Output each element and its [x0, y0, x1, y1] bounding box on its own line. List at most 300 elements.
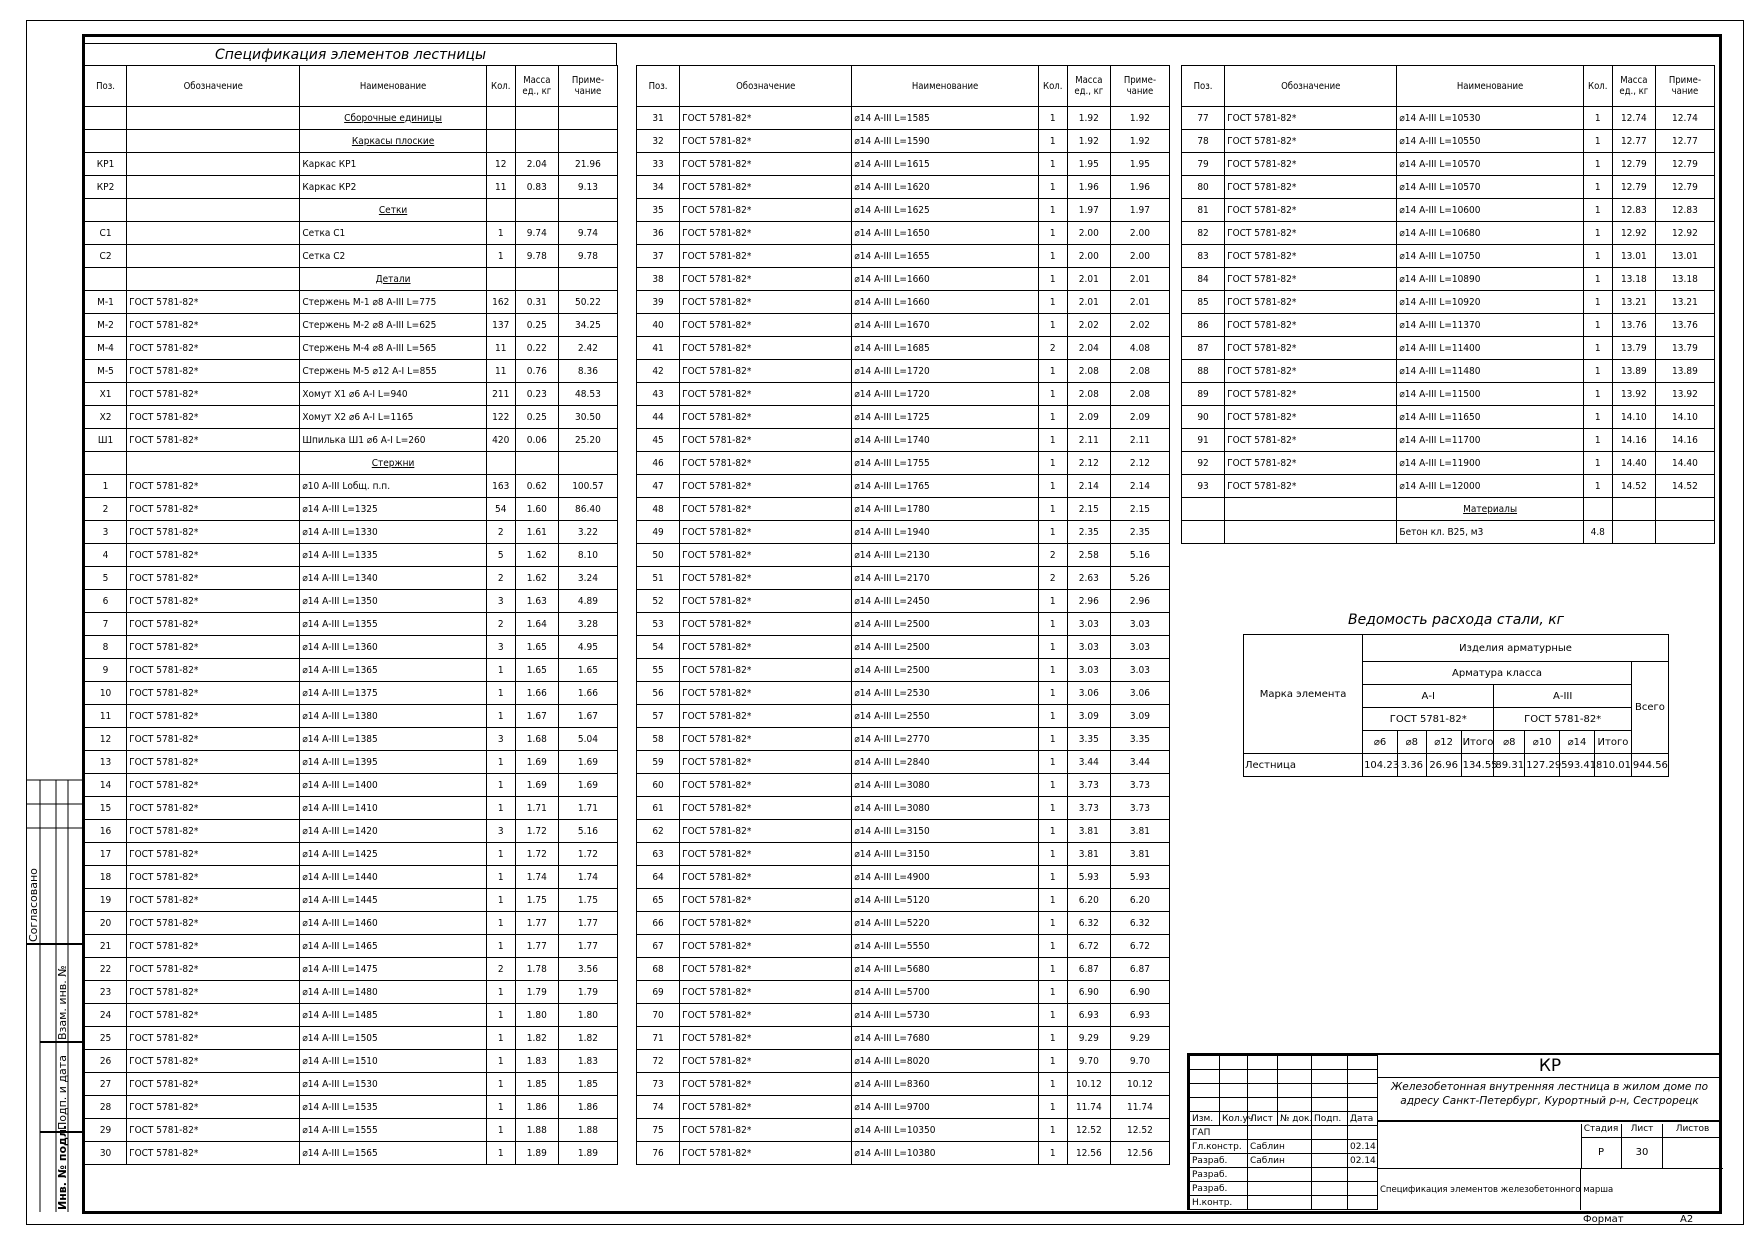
cell-designation: ГОСТ 5781-82* [1225, 268, 1397, 291]
cell-mass: 12.92 [1612, 222, 1655, 245]
cell-qty: 1 [1583, 337, 1612, 360]
spec-table-2 [636, 65, 1170, 1165]
cell-note: 2.00 [1110, 222, 1169, 245]
cell-qty: 1 [1038, 1004, 1067, 1027]
cell-pos: 15 [85, 797, 127, 820]
cell-pos: 68 [637, 958, 680, 981]
cell-pos: 90 [1182, 406, 1225, 429]
cell-pos: 73 [637, 1073, 680, 1096]
cell-mass: 3.06 [1067, 682, 1110, 705]
cell-name: ⌀14 А-III L=1380 [300, 705, 486, 728]
cell-note: 4.08 [1110, 337, 1169, 360]
cell-mass: 3.44 [1067, 751, 1110, 774]
cell-name: ⌀14 А-III L=11400 [1397, 337, 1583, 360]
steel-gost-a3: ГОСТ 5781-82* [1494, 708, 1632, 731]
cell-mass: 12.83 [1612, 199, 1655, 222]
cell-name: ⌀14 А-III L=11480 [1397, 360, 1583, 383]
table-row [85, 682, 618, 705]
cell-qty: 1 [1038, 981, 1067, 1004]
cell-note: 4.89 [558, 590, 617, 613]
cell-designation: ГОСТ 5781-82* [1225, 337, 1397, 360]
cell-mass: 3.09 [1067, 705, 1110, 728]
cell-mass: 2.14 [1067, 475, 1110, 498]
cell-mass: 3.03 [1067, 659, 1110, 682]
cell-designation: ГОСТ 5781-82* [127, 682, 300, 705]
cell-note: 6.72 [1110, 935, 1169, 958]
cell-mass: 9.29 [1067, 1027, 1110, 1050]
cell-pos: 37 [637, 245, 680, 268]
cell-note: 3.09 [1110, 705, 1169, 728]
cell-designation: ГОСТ 5781-82* [680, 337, 852, 360]
cell-note: 1.79 [558, 981, 617, 1004]
sign-date-label: Подп. и дата [56, 1055, 69, 1130]
person-name: Саблин [1248, 1154, 1312, 1168]
cell-name: ⌀14 А-III L=1940 [852, 521, 1038, 544]
cell-name: ⌀14 А-III L=2170 [852, 567, 1038, 590]
cell-mass: 1.88 [515, 1119, 558, 1142]
cell-designation: ГОСТ 5781-82* [127, 1096, 300, 1119]
cell-qty [486, 107, 515, 130]
section-row [85, 107, 618, 130]
table-row [637, 383, 1170, 406]
cell-designation: ГОСТ 5781-82* [680, 613, 852, 636]
table-row [637, 774, 1170, 797]
cell-designation: ГОСТ 5781-82* [680, 889, 852, 912]
cell-qty: 1 [1038, 613, 1067, 636]
steel-mark-header: Марка элемента [1244, 635, 1363, 754]
person-name [1248, 1196, 1312, 1210]
cell-qty: 1 [486, 843, 515, 866]
cell-qty: 1 [1038, 636, 1067, 659]
cell-name: ⌀14 А-III L=11700 [1397, 429, 1583, 452]
cell-mass: 1.63 [515, 590, 558, 613]
cell-note: 2.14 [1110, 475, 1169, 498]
cell-name: Стержень М-1 ⌀8 А-III L=775 [300, 291, 486, 314]
table-row [85, 613, 618, 636]
cell-designation: ГОСТ 5781-82* [680, 751, 852, 774]
cell-name: ⌀14 А-III L=1555 [300, 1119, 486, 1142]
table-row [85, 245, 618, 268]
cell-mass: 1.82 [515, 1027, 558, 1050]
cell-mass: 1.72 [515, 820, 558, 843]
cell-note: 1.89 [558, 1142, 617, 1165]
cell-designation: ГОСТ 5781-82* [127, 705, 300, 728]
cell-pos: 42 [637, 360, 680, 383]
cell-mass [515, 268, 558, 291]
cell-designation: ГОСТ 5781-82* [680, 866, 852, 889]
cell-mass: 1.64 [515, 613, 558, 636]
cell-note: 1.75 [558, 889, 617, 912]
cell-note: 12.77 [1655, 130, 1714, 153]
steel-table-title: Ведомость расхода стали, кг [1347, 612, 1565, 628]
cell-pos: Х2 [85, 406, 127, 429]
cell-qty: 1 [1583, 176, 1612, 199]
cell-designation [127, 268, 300, 291]
cell-name: ⌀14 А-III L=1465 [300, 935, 486, 958]
table-row [637, 981, 1170, 1004]
cell-pos: 84 [1182, 268, 1225, 291]
cell-note: 1.88 [558, 1119, 617, 1142]
table-row [637, 567, 1170, 590]
cell-mass: 3.35 [1067, 728, 1110, 751]
cell-pos: 59 [637, 751, 680, 774]
cell-designation: ГОСТ 5781-82* [127, 406, 300, 429]
cell-pos: 46 [637, 452, 680, 475]
table-row [1182, 429, 1715, 452]
table-row [637, 935, 1170, 958]
table-row [637, 1142, 1170, 1165]
cell-designation: ГОСТ 5781-82* [127, 1004, 300, 1027]
cell-name: ⌀14 А-III L=10570 [1397, 153, 1583, 176]
cell-name: ⌀14 А-III L=1510 [300, 1050, 486, 1073]
cell-qty [486, 452, 515, 475]
cell-qty: 1 [1038, 958, 1067, 981]
cell-pos: 35 [637, 199, 680, 222]
cell-qty: 1 [486, 1096, 515, 1119]
cell-name: ⌀14 А-III L=3080 [852, 797, 1038, 820]
cell-pos: 33 [637, 153, 680, 176]
spec-title: Спецификация элементов лестницы [84, 43, 617, 65]
cell-qty: 1 [1583, 475, 1612, 498]
cell-designation: ГОСТ 5781-82* [127, 728, 300, 751]
cell-mass: 1.77 [515, 912, 558, 935]
stamp-code: КР [1377, 1055, 1722, 1078]
cell-qty: 1 [1038, 843, 1067, 866]
cell-qty [486, 199, 515, 222]
cell-mass: 13.89 [1612, 360, 1655, 383]
inv-orig-label: Инв. № подл. [56, 1124, 69, 1210]
cell-mass: 1.92 [1067, 107, 1110, 130]
table-row [637, 889, 1170, 912]
table-row [637, 958, 1170, 981]
cell-note: 13.18 [1655, 268, 1714, 291]
cell-name: ⌀14 А-III L=5120 [852, 889, 1038, 912]
cell-pos [85, 199, 127, 222]
cell-note: 3.03 [1110, 659, 1169, 682]
cell-mass: 13.92 [1612, 383, 1655, 406]
cell-qty: 1 [1583, 360, 1612, 383]
cell-note: 14.52 [1655, 475, 1714, 498]
cell-qty: 1 [1038, 751, 1067, 774]
steel-diam: ⌀14 [1560, 731, 1595, 754]
header-qty: Кол. [1038, 66, 1067, 107]
cell-mass: 3.81 [1067, 843, 1110, 866]
cell-qty: 11 [486, 176, 515, 199]
cell-note: 5.04 [558, 728, 617, 751]
table-row [85, 935, 618, 958]
cell-pos: 57 [637, 705, 680, 728]
cell-designation: ГОСТ 5781-82* [680, 636, 852, 659]
table-row [637, 360, 1170, 383]
cell-qty: 1 [1583, 314, 1612, 337]
cell-designation [127, 153, 300, 176]
cell-qty: 12 [486, 153, 515, 176]
cell-name: ⌀14 А-III L=1660 [852, 268, 1038, 291]
table-row [85, 797, 618, 820]
cell-name: ⌀14 А-III L=1460 [300, 912, 486, 935]
cell-pos: 83 [1182, 245, 1225, 268]
table-row [85, 1142, 618, 1165]
table-row [637, 797, 1170, 820]
cell-mass: 6.93 [1067, 1004, 1110, 1027]
cell-qty: 1 [486, 751, 515, 774]
cell-designation: ГОСТ 5781-82* [1225, 153, 1397, 176]
cell-pos: 13 [85, 751, 127, 774]
person-name [1248, 1168, 1312, 1182]
stage-header: Стадия [1581, 1124, 1622, 1138]
cell-qty: 1 [1038, 452, 1067, 475]
cell-designation: ГОСТ 5781-82* [127, 337, 300, 360]
format-label: Формат [1583, 1214, 1624, 1225]
steel-row-label: Лестница [1244, 754, 1363, 777]
cell-qty: 2 [1038, 337, 1067, 360]
header-note: Приме- чание [1655, 66, 1714, 107]
table-row [85, 291, 618, 314]
cell-name: ⌀14 А-III L=1670 [852, 314, 1038, 337]
table-row [1182, 199, 1715, 222]
header-mass: Масса ед., кг [515, 66, 558, 107]
cell-qty: 1 [1583, 406, 1612, 429]
cell-designation: ГОСТ 5781-82* [680, 912, 852, 935]
cell-pos: 7 [85, 613, 127, 636]
table-row [637, 176, 1170, 199]
cell-name: ⌀14 А-III L=1445 [300, 889, 486, 912]
cell-mass: 1.89 [515, 1142, 558, 1165]
cell-note: 14.10 [1655, 406, 1714, 429]
sign-date: 02.14 [1348, 1154, 1378, 1168]
cell-note: 9.74 [558, 222, 617, 245]
table-row [637, 751, 1170, 774]
table-row [85, 820, 618, 843]
cell-mass: 3.73 [1067, 774, 1110, 797]
cell-qty: 1 [1038, 820, 1067, 843]
table-row [85, 774, 618, 797]
steel-gost-a1: ГОСТ 5781-82* [1363, 708, 1494, 731]
cell-pos: 51 [637, 567, 680, 590]
cell-name: ⌀14 А-III L=5680 [852, 958, 1038, 981]
cell-designation [127, 245, 300, 268]
cell-note [558, 130, 617, 153]
cell-pos: 54 [637, 636, 680, 659]
cell-note: 5.93 [1110, 866, 1169, 889]
cell-mass: 1.75 [515, 889, 558, 912]
left-strip [26, 780, 84, 1212]
cell-pos: 61 [637, 797, 680, 820]
cell-designation: ГОСТ 5781-82* [680, 314, 852, 337]
cell-pos: С1 [85, 222, 127, 245]
cell-name: Стержень М-5 ⌀12 А-I L=855 [300, 360, 486, 383]
cell-name: ⌀14 А-III L=10570 [1397, 176, 1583, 199]
cell-note: 3.81 [1110, 843, 1169, 866]
cell-designation: ГОСТ 5781-82* [127, 981, 300, 1004]
cell-note: 9.13 [558, 176, 617, 199]
cell-name: ⌀14 А-III L=1400 [300, 774, 486, 797]
cell-name: ⌀14 А-III L=9700 [852, 1096, 1038, 1119]
cell-note: 1.69 [558, 751, 617, 774]
cell-qty: 1 [1038, 406, 1067, 429]
cell-designation [127, 176, 300, 199]
cell-note: 21.96 [558, 153, 617, 176]
cell-name: ⌀14 А-III L=1725 [852, 406, 1038, 429]
person-name: Саблин [1248, 1140, 1312, 1154]
cell-note: 13.79 [1655, 337, 1714, 360]
cell-mass: 2.00 [1067, 222, 1110, 245]
cell-note: 3.06 [1110, 682, 1169, 705]
cell-note: 50.22 [558, 291, 617, 314]
table-row [85, 889, 618, 912]
cell-name: ⌀14 А-III L=1765 [852, 475, 1038, 498]
cell-qty: 1 [486, 1142, 515, 1165]
cell-designation: ГОСТ 5781-82* [1225, 475, 1397, 498]
cell-qty: 1 [1038, 222, 1067, 245]
cell-note: 1.96 [1110, 176, 1169, 199]
cell-note: 2.12 [1110, 452, 1169, 475]
cell-note: 1.86 [558, 1096, 617, 1119]
cell-pos: 27 [85, 1073, 127, 1096]
cell-mass: 2.02 [1067, 314, 1110, 337]
cell-note: 13.76 [1655, 314, 1714, 337]
table-row [637, 613, 1170, 636]
cell-note: 25.20 [558, 429, 617, 452]
table-row [85, 314, 618, 337]
cell-qty: 1 [1038, 1027, 1067, 1050]
cell-note: 2.01 [1110, 291, 1169, 314]
cell-pos: М-4 [85, 337, 127, 360]
cell-pos: 40 [637, 314, 680, 337]
steel-diam: ⌀10 [1525, 731, 1560, 754]
cell-name: ⌀14 А-III L=1565 [300, 1142, 486, 1165]
cell-pos: Х1 [85, 383, 127, 406]
cell-qty: 1 [1038, 705, 1067, 728]
table-row [637, 314, 1170, 337]
cell-name: Хомут Х2 ⌀6 А-I L=1165 [300, 406, 486, 429]
cell-mass: 2.08 [1067, 383, 1110, 406]
cell-name: ⌀10 А-III Lобщ. п.п. [300, 475, 486, 498]
cell-designation: ГОСТ 5781-82* [1225, 360, 1397, 383]
cell-note: 5.16 [1110, 544, 1169, 567]
steel-value: 3.36 [1397, 754, 1426, 777]
cell-mass: 1.79 [515, 981, 558, 1004]
cell-qty: 1 [1038, 1096, 1067, 1119]
cell-qty: 3 [486, 820, 515, 843]
table-row [85, 912, 618, 935]
cell-pos: 36 [637, 222, 680, 245]
section-row [85, 199, 618, 222]
cell-note: 2.35 [1110, 521, 1169, 544]
cell-name: ⌀14 А-III L=3150 [852, 843, 1038, 866]
section-heading: Сетки [300, 199, 486, 222]
format-value: А2 [1680, 1214, 1694, 1225]
cell-designation: ГОСТ 5781-82* [680, 774, 852, 797]
steel-value: 810.01 [1594, 754, 1631, 777]
cell-designation: ГОСТ 5781-82* [127, 613, 300, 636]
cell-name: ⌀14 А-III L=8360 [852, 1073, 1038, 1096]
cell-pos: 63 [637, 843, 680, 866]
cell-qty: 1 [1038, 475, 1067, 498]
cell-mass: 1.83 [515, 1050, 558, 1073]
cell-qty: 11 [486, 360, 515, 383]
cell-designation: ГОСТ 5781-82* [680, 1073, 852, 1096]
table-row [1182, 383, 1715, 406]
cell-name: ⌀14 А-III L=12000 [1397, 475, 1583, 498]
cell-qty: 1 [1038, 1050, 1067, 1073]
cell-note: 12.79 [1655, 153, 1714, 176]
cell-name: ⌀14 А-III L=11500 [1397, 383, 1583, 406]
cell-qty: 1 [486, 682, 515, 705]
cell-name: Хомут Х1 ⌀6 А-I L=940 [300, 383, 486, 406]
cell-note: 9.78 [558, 245, 617, 268]
cell-pos: 39 [637, 291, 680, 314]
cell-note: 3.35 [1110, 728, 1169, 751]
cell-qty: 1 [1583, 268, 1612, 291]
table-row [637, 1004, 1170, 1027]
cell-designation [127, 199, 300, 222]
cell-pos: 67 [637, 935, 680, 958]
cell-name: ⌀14 А-III L=1410 [300, 797, 486, 820]
cell-qty: 1 [486, 705, 515, 728]
cell-name: ⌀14 А-III L=8020 [852, 1050, 1038, 1073]
cell-pos: КР1 [85, 153, 127, 176]
cell-mass [515, 199, 558, 222]
cell-designation: ГОСТ 5781-82* [127, 567, 300, 590]
cell-mass: 12.79 [1612, 153, 1655, 176]
cell-pos: 78 [1182, 130, 1225, 153]
cell-qty: 163 [486, 475, 515, 498]
table-row [85, 705, 618, 728]
cell-qty: 1 [486, 1004, 515, 1027]
cell-qty: 1 [1038, 268, 1067, 291]
cell-pos: 89 [1182, 383, 1225, 406]
cell-designation: ГОСТ 5781-82* [680, 1119, 852, 1142]
cell-name: ⌀14 А-III L=3150 [852, 820, 1038, 843]
cell-pos: 69 [637, 981, 680, 1004]
cell-designation: ГОСТ 5781-82* [680, 291, 852, 314]
table-row [1182, 337, 1715, 360]
cell-name: ⌀14 А-III L=1660 [852, 291, 1038, 314]
table-row [1182, 314, 1715, 337]
cell-mass: 0.62 [515, 475, 558, 498]
cell-name: ⌀14 А-III L=1530 [300, 1073, 486, 1096]
cell-qty: 1 [1038, 107, 1067, 130]
cell-mass: 12.74 [1612, 107, 1655, 130]
cell-note: 2.11 [1110, 429, 1169, 452]
cell-note: 8.10 [558, 544, 617, 567]
table-row [85, 1119, 618, 1142]
header-mass: Масса ед., кг [1067, 66, 1110, 107]
cell-designation: ГОСТ 5781-82* [127, 383, 300, 406]
cell-designation [127, 130, 300, 153]
cell-name: ⌀14 А-III L=5220 [852, 912, 1038, 935]
cell-note: 6.87 [1110, 958, 1169, 981]
cell-designation: ГОСТ 5781-82* [680, 958, 852, 981]
cell-pos: 17 [85, 843, 127, 866]
cell-name: ⌀14 А-III L=10550 [1397, 130, 1583, 153]
cell-qty: 1 [1038, 866, 1067, 889]
cell-mass [1612, 521, 1655, 544]
cell-name: Бетон кл. В25, м3 [1397, 521, 1583, 544]
cell-designation: ГОСТ 5781-82* [127, 820, 300, 843]
cell-designation: ГОСТ 5781-82* [680, 176, 852, 199]
steel-diam: ⌀8 [1397, 731, 1426, 754]
cell-pos: 9 [85, 659, 127, 682]
cell-pos: 65 [637, 889, 680, 912]
cell-qty: 1 [1038, 383, 1067, 406]
cell-designation: ГОСТ 5781-82* [1225, 314, 1397, 337]
table-row [1182, 245, 1715, 268]
cell-mass: 6.87 [1067, 958, 1110, 981]
cell-name: ⌀14 А-III L=5700 [852, 981, 1038, 1004]
cell-name: ⌀14 А-III L=1335 [300, 544, 486, 567]
